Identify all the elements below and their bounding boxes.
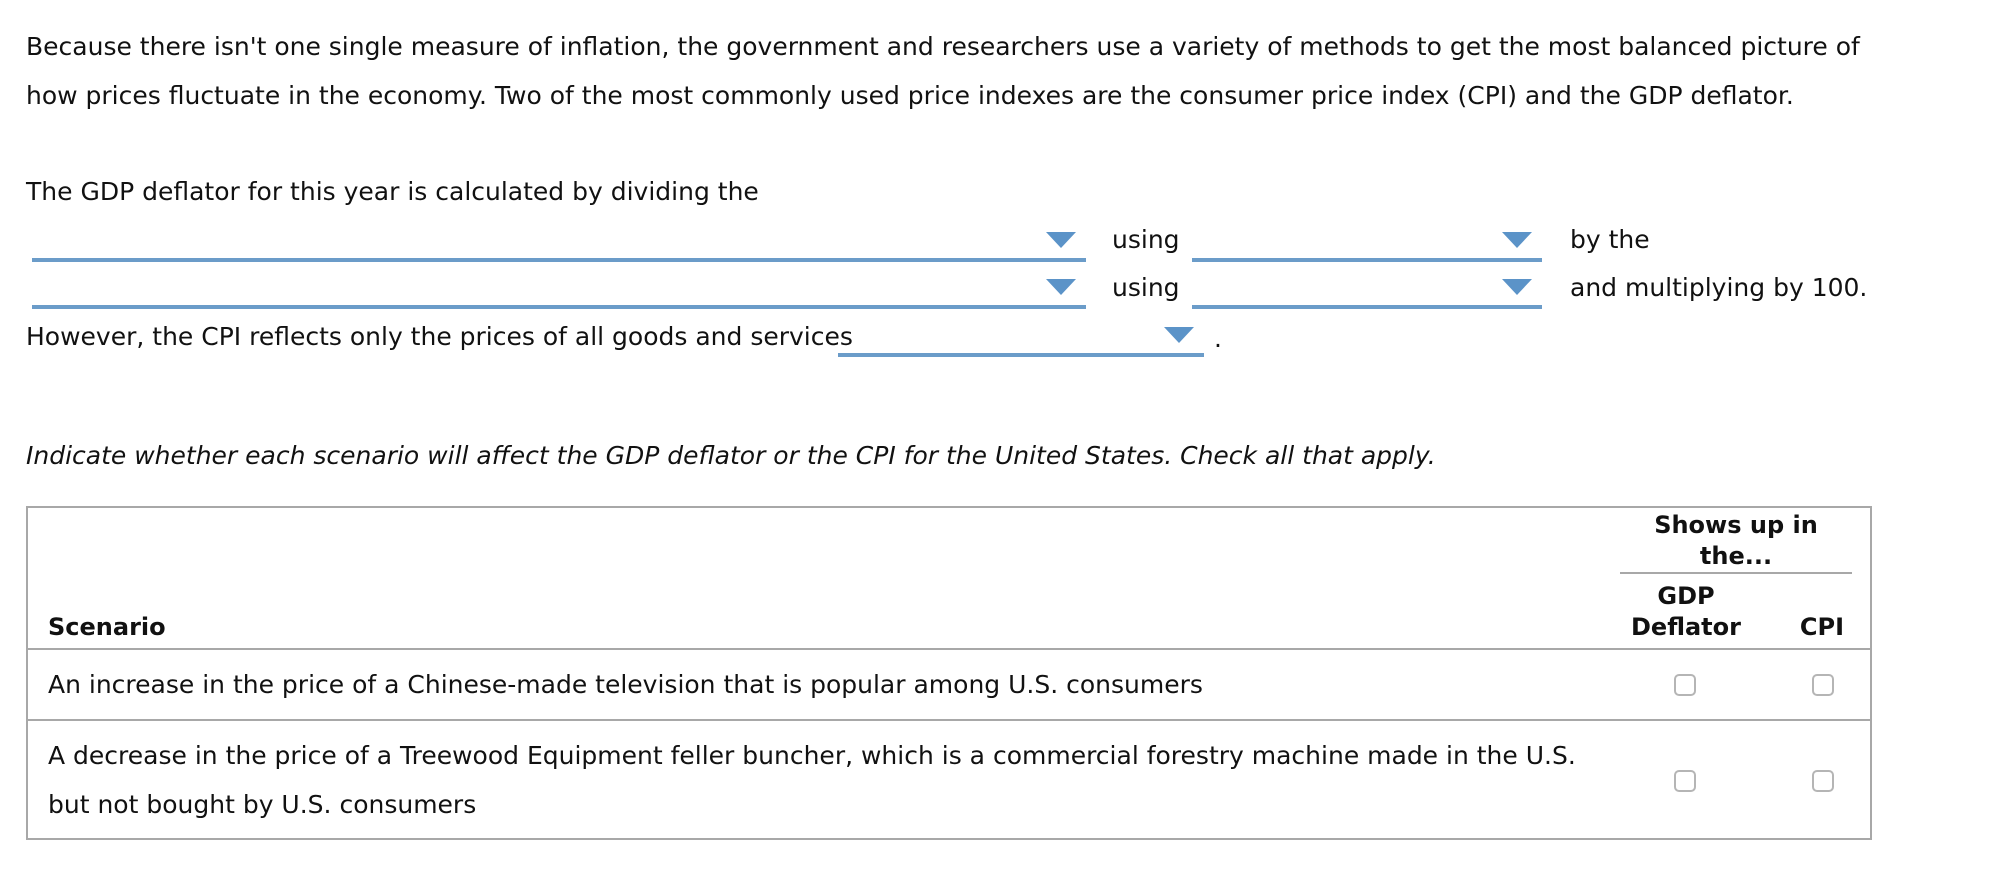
deflator-numerator-prices-dropdown[interactable]: [1192, 222, 1542, 262]
chevron-down-icon[interactable]: [1046, 232, 1076, 248]
deflator-denominator-prices-dropdown[interactable]: [1192, 269, 1542, 309]
by-the-label: by the: [1570, 225, 1650, 254]
using-label-2: using: [1112, 273, 1180, 302]
gdp-deflator-column-header: GDP Deflator: [1631, 582, 1741, 641]
header-divider: [28, 648, 1870, 650]
cpi-column-header: CPI: [1799, 613, 1845, 641]
column-group-divider: [1620, 572, 1852, 574]
chevron-down-icon[interactable]: [1502, 279, 1532, 295]
deflator-sentence-lead: The GDP deflator for this year is calculated by dividing the: [26, 177, 759, 206]
deflator-numerator-dropdown[interactable]: [32, 222, 1086, 262]
row-1-cpi-checkbox[interactable]: [1812, 674, 1834, 696]
row-2-cpi-checkbox[interactable]: [1812, 770, 1834, 792]
column-group-header: Shows up in the...: [1654, 511, 1818, 570]
multiply-label: and multiplying by 100.: [1570, 273, 1868, 302]
table-row-1-scenario: An increase in the price of a Chinese-made television that is popular among U.S. consumers: [48, 670, 1203, 699]
row-1-gdp-checkbox[interactable]: [1674, 674, 1696, 696]
row-divider: [28, 719, 1870, 721]
chevron-down-icon[interactable]: [1164, 327, 1194, 343]
intro-paragraph: Because there isn't one single measure of inflation, the government and researchers use a variety of methods to get the most balanced picture of how prices fluctuate in the economy. Two of the most commonly used price indexes are the consumer price index (CPI) and the GDP deflator.: [26, 32, 1860, 110]
chevron-down-icon[interactable]: [1502, 232, 1532, 248]
cpi-sentence-lead: However, the CPI reflects only the prices of all goods and services: [26, 322, 853, 351]
instruction-text: Indicate whether each scenario will affect the GDP deflator or the CPI for the United States. Check all that apply.: [26, 441, 1436, 470]
using-label-1: using: [1112, 225, 1180, 254]
scenario-column-header: Scenario: [48, 613, 166, 641]
cpi-sentence-end: .: [1214, 324, 1222, 353]
table-row-2-scenario: A decrease in the price of a Treewood Equipment feller buncher, which is a commercial forestry machine made in the U.S. but not bought by U.S. consumers: [48, 741, 1576, 819]
chevron-down-icon[interactable]: [1046, 279, 1076, 295]
row-2-gdp-checkbox[interactable]: [1674, 770, 1696, 792]
cpi-scope-dropdown[interactable]: [838, 317, 1204, 357]
deflator-denominator-dropdown[interactable]: [32, 269, 1086, 309]
